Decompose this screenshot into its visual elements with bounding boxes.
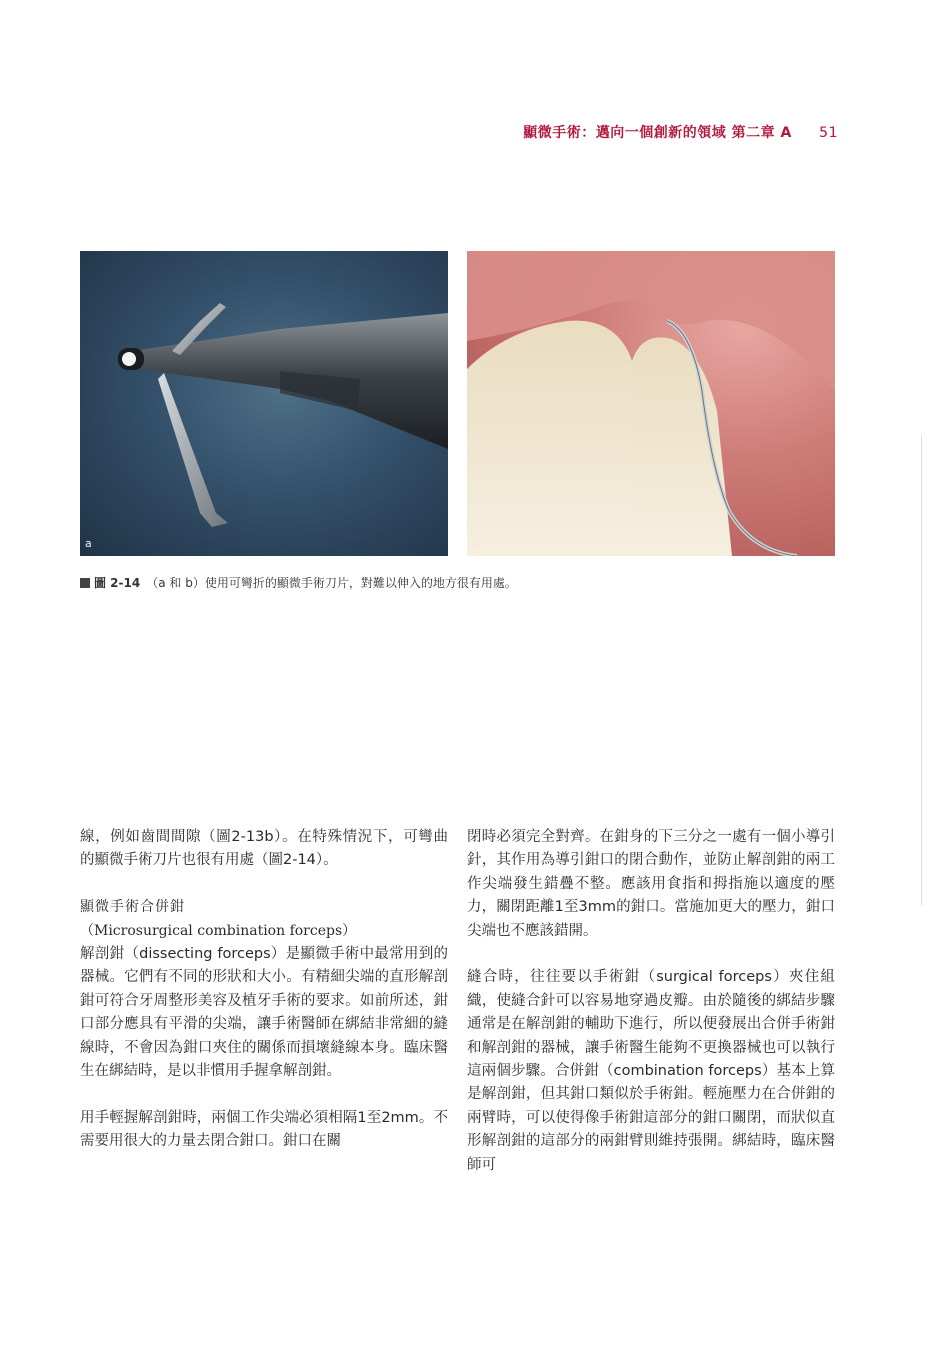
chapter-title: 顯微手術：邁向一個創新的領域 第二章 A [523,125,792,141]
figure-caption [80,574,840,591]
figure-id: 圖 2-14 [94,576,141,590]
right-paragraph-1: 閉時必須完全對齊。在鉗身的下三分之一處有一個小導引針，其作用為導引鉗口的閉合動作，並防止解剖鉗的兩工作尖端發生錯疊不整。應該用食指和拇指施以適度的壓力，關閉距離1至3mm的鉗口。當施加更大的壓力，鉗口尖端也不應該錯開。 [467,829,835,939]
clinical-teeth-illustration [467,251,835,556]
right-paragraph-2: 縫合時，往往要以手術鉗（surgical forceps）夾住組織，使縫合針可以容易地穿過皮瓣。由於隨後的綁結步驟通常是在解剖鉗的輔助下進行，所以便發展出合併手術鉗和解剖鉗的器械，讓手術醫生能夠不更換器械也可以執行這兩個步驟。合併鉗（combination forceps）基本上算是解剖鉗，但其鉗口類似於手術鉗。輕施壓力在合併鉗的兩臂時，可以使得像手術鉗這部分的鉗口關閉，而狀似直形解剖鉗的這部分的兩鉗臂則維持張開。綁結時，臨床醫師可 [467,969,835,1173]
panel-a-label: a [85,537,92,550]
right-text-column [467,826,835,1177]
left-paragraph-3: 用手輕握解剖鉗時，兩個工作尖端必須相隔1至2mm。不需要用很大的力量去閉合鉗口。鉗口在關 [80,1109,448,1150]
left-paragraph-2: 解剖鉗（dissecting forceps）是顯微手術中最常用到的器械。它們有不同的形狀和大小。有精細尖端的直形解剖鉗可符合牙周整形美容及植牙手術的要求。如前所述，鉗口部分應具有平滑的尖端，讓手術醫師在綁結非常細的縫線時，不會因為鉗口夾住的關係而損壞縫線本身。臨床醫生在綁結時，是以非慣用手握拿解剖鉗。 [80,946,448,1080]
forceps-blade-illustration [80,251,448,556]
section-heading: 顯微手術合併鉗 [80,899,185,916]
panel-b-label: b [472,537,479,550]
figure-caption-text: （a 和 b）使用可彎折的顯微手術刀片，對難以伸入的地方很有用處。 [146,576,517,590]
figure-panel-a-photo [80,251,448,556]
page-number: 51 [819,125,838,141]
section-subheading: （Microsurgical combination forceps） [80,922,357,939]
left-paragraph-1: 線，例如齒間間隙（圖2-13b）。在特殊情況下，可彎曲的顯微手術刀片也很有用處（圖2-14）。 [80,829,448,869]
figure-marker-icon [80,578,90,588]
running-header [523,122,838,142]
figure-panel-b-photo [467,251,835,556]
page-edge-shadow [921,435,922,905]
left-text-column [80,826,448,1154]
